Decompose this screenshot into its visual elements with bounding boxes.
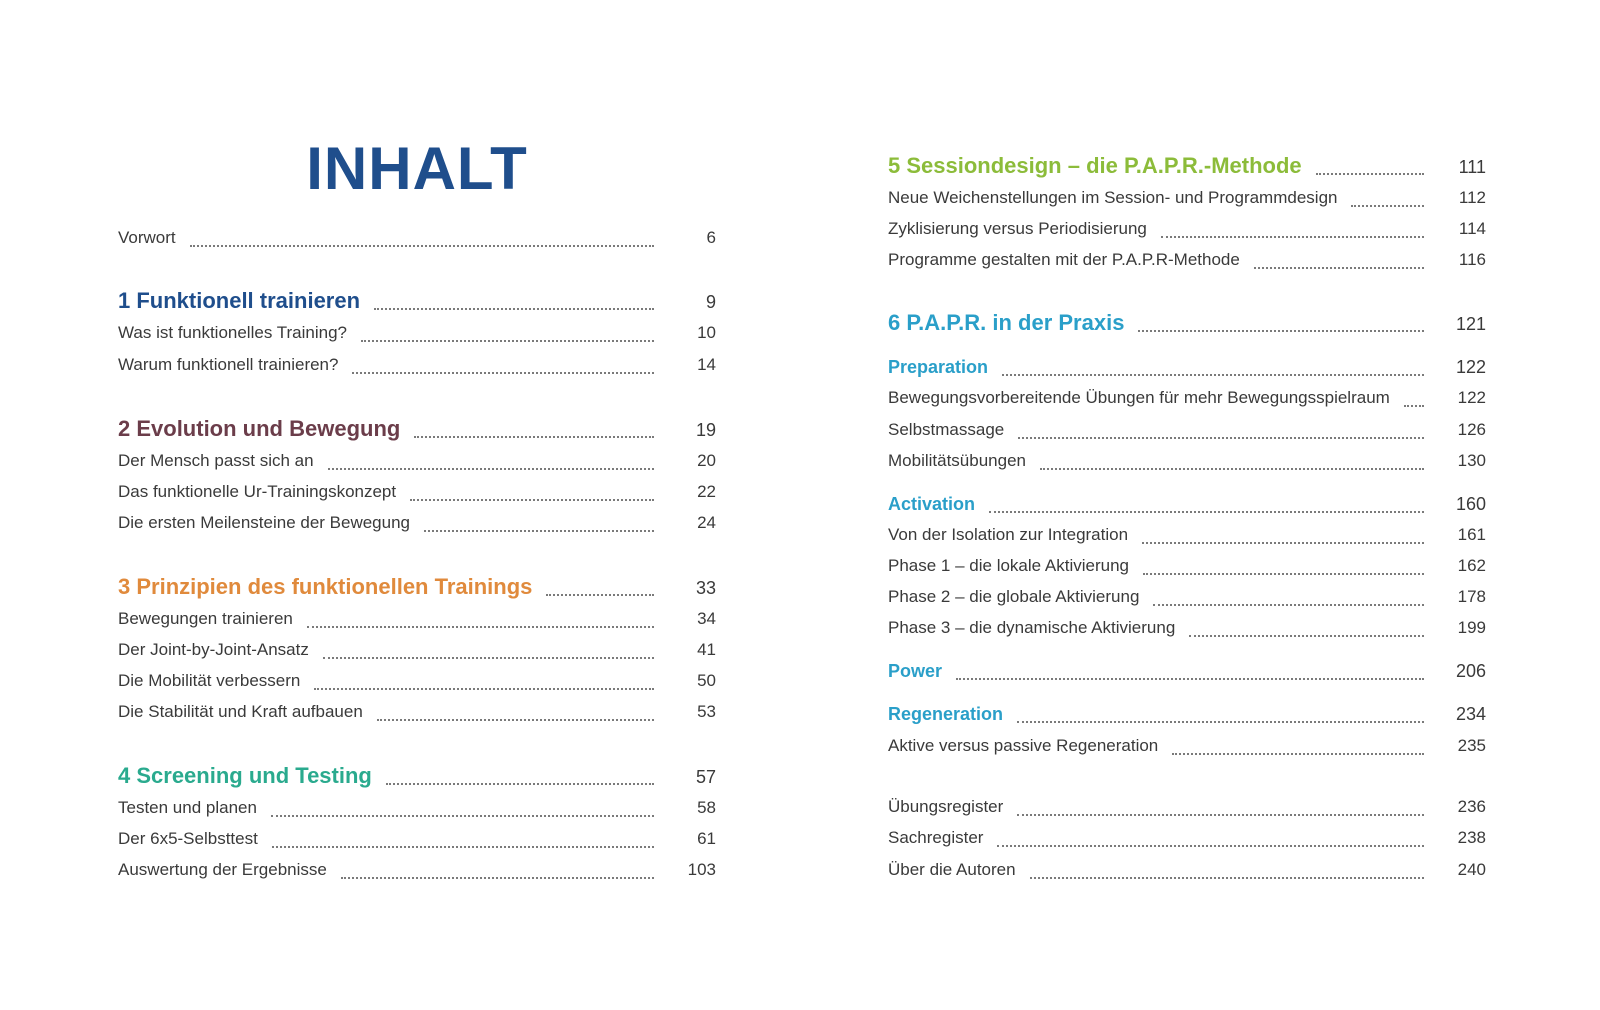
toc-entry-page: 103 [687, 860, 716, 879]
toc-entry-label: Testen und planen [118, 798, 257, 817]
dot-leader [271, 815, 654, 817]
toc-entry-label: Der Joint-by-Joint-Ansatz [118, 640, 309, 659]
toc-entry-label: Übungsregister [888, 797, 1004, 816]
toc-chapter-page: 9 [705, 292, 716, 312]
toc-entry[interactable] [118, 513, 716, 537]
toc-entry[interactable] [888, 556, 1486, 580]
dot-leader [190, 245, 654, 247]
toc-entry-page: 58 [697, 798, 716, 817]
toc-entry-label: Phase 3 – die dynamische Aktivierung [888, 618, 1176, 637]
toc-entry-label: Die Mobilität verbessern [118, 671, 301, 690]
toc-entry-page: 6 [706, 228, 716, 247]
toc-entry-page: 236 [1457, 797, 1486, 816]
toc-section-activation[interactable] [888, 494, 1486, 518]
toc-entry-label: Neue Weichenstellungen im Session- und Programmdesign [888, 188, 1338, 207]
toc-entry[interactable] [888, 587, 1486, 611]
dot-leader [1316, 173, 1424, 175]
toc-section-preparation[interactable] [888, 357, 1486, 381]
toc-entry-page: 41 [697, 640, 716, 659]
toc-entry-label: Was ist funktionelles Training? [118, 323, 347, 342]
toc-entry-page: 22 [697, 482, 716, 501]
dot-leader [1143, 573, 1424, 575]
toc-entry-label: Phase 1 – die lokale Aktivierung [888, 556, 1129, 575]
toc-entry-label: Aktive versus passive Regeneration [888, 736, 1159, 755]
toc-entry-page: 178 [1457, 587, 1486, 606]
toc-entry-label: Über die Autoren [888, 860, 1016, 879]
dot-leader [314, 688, 654, 690]
dot-leader [1351, 205, 1424, 207]
toc-entry[interactable] [888, 219, 1486, 243]
toc-entry-label: Bewegungen trainieren [118, 609, 293, 628]
toc-entry[interactable] [118, 829, 716, 853]
toc-chapter-label: 6 P.A.P.R. in der Praxis [888, 310, 1125, 335]
toc-entry[interactable] [888, 451, 1486, 475]
toc-entry[interactable] [118, 482, 716, 506]
dot-leader [1017, 814, 1424, 816]
toc-entry[interactable] [888, 250, 1486, 274]
dot-leader [272, 846, 654, 848]
toc-entry-label: Die Stabilität und Kraft aufbauen [118, 702, 363, 721]
toc-entry-page: 122 [1457, 388, 1486, 407]
toc-entry-page: 238 [1457, 828, 1486, 847]
dot-leader [328, 468, 654, 470]
toc-entry-vorwort[interactable] [118, 228, 716, 252]
dot-leader [424, 530, 654, 532]
toc-section-page: 206 [1455, 661, 1486, 681]
toc-chapter-5[interactable] [888, 153, 1486, 183]
dot-leader [546, 594, 654, 596]
toc-entry-label: Vorwort [118, 228, 176, 247]
toc-entry[interactable] [888, 188, 1486, 212]
toc-section-power[interactable] [888, 661, 1486, 685]
toc-entry-page: 50 [697, 671, 716, 690]
dot-leader [1142, 542, 1424, 544]
toc-chapter-page: 19 [695, 420, 716, 440]
toc-entry-page: 126 [1457, 420, 1486, 439]
toc-section-page: 160 [1455, 494, 1486, 514]
dot-leader [377, 719, 654, 721]
toc-entry-page: 53 [697, 702, 716, 721]
toc-entry-label: Die ersten Meilensteine der Bewegung [118, 513, 411, 532]
toc-entry[interactable] [888, 420, 1486, 444]
dot-leader [1138, 330, 1424, 332]
toc-entry-label: Der 6x5-Selbsttest [118, 829, 258, 848]
toc-entry-label: Programme gestalten mit der P.A.P.R-Methode [888, 250, 1240, 269]
toc-entry-page: 240 [1457, 860, 1486, 879]
toc-entry[interactable] [118, 671, 716, 695]
toc-entry[interactable] [118, 798, 716, 822]
toc-chapter-4[interactable] [118, 763, 716, 793]
dot-leader [1040, 468, 1424, 470]
toc-chapter-label: 4 Screening und Testing [118, 763, 372, 788]
dot-leader [386, 783, 654, 785]
toc-entry[interactable] [118, 609, 716, 633]
toc-entry-label: Bewegungsvorbereitende Übungen für mehr Bewegungsspielraum [888, 388, 1390, 407]
toc-chapter-label: 1 Funktionell trainieren [118, 288, 361, 313]
toc-entry-autoren[interactable] [888, 860, 1486, 884]
dot-leader [1161, 236, 1424, 238]
toc-entry-label: Warum funktionell trainieren? [118, 355, 339, 374]
toc-entry-page: 20 [697, 451, 716, 470]
dot-leader [323, 657, 654, 659]
dot-leader [414, 436, 654, 438]
toc-chapter-2[interactable] [118, 416, 716, 446]
dot-leader [997, 845, 1424, 847]
toc-entry[interactable] [118, 355, 716, 379]
toc-chapter-6[interactable] [888, 310, 1486, 340]
toc-chapter-page: 111 [1458, 157, 1486, 177]
dot-leader [1153, 604, 1424, 606]
toc-entry-label: Phase 2 – die globale Aktivierung [888, 587, 1140, 606]
dot-leader [410, 499, 654, 501]
dot-leader [374, 308, 654, 310]
toc-entry-page: 10 [697, 323, 716, 342]
dot-leader [1172, 753, 1424, 755]
toc-chapter-page: 57 [695, 767, 716, 787]
dot-leader [1017, 721, 1424, 723]
dot-leader [1002, 374, 1424, 376]
toc-entry-label: Zyklisierung versus Periodisierung [888, 219, 1147, 238]
toc-entry[interactable] [888, 618, 1486, 642]
toc-entry[interactable] [118, 860, 716, 884]
toc-entry[interactable] [118, 451, 716, 475]
dot-leader [361, 340, 654, 342]
dot-leader [1404, 405, 1424, 407]
toc-entry-label: Sachregister [888, 828, 984, 847]
toc-section-page: 122 [1455, 357, 1486, 377]
toc-entry[interactable] [888, 736, 1486, 760]
toc-entry-page: 130 [1457, 451, 1486, 470]
toc-entry[interactable] [118, 702, 716, 726]
dot-leader [1254, 267, 1424, 269]
page-title: INHALT [306, 135, 528, 202]
toc-chapter-label: 3 Prinzipien des funktionellen Trainings [118, 574, 533, 599]
toc-entry-label: Auswertung der Ergebnisse [118, 860, 327, 879]
dot-leader [1030, 877, 1424, 879]
toc-entry-page: 14 [697, 355, 716, 374]
toc-section-page: 234 [1455, 704, 1486, 724]
dot-leader [989, 511, 1424, 513]
toc-chapter-1[interactable] [118, 288, 716, 318]
toc-entry-page: 199 [1457, 618, 1486, 637]
toc-entry-label: Das funktionelle Ur-Trainingskonzept [118, 482, 397, 501]
toc-entry-label: Von der Isolation zur Integration [888, 525, 1129, 544]
toc-entry-page: 116 [1458, 250, 1486, 269]
toc-entry-page: 161 [1457, 525, 1486, 544]
toc-entry[interactable] [888, 525, 1486, 549]
toc-entry-label: Mobilitätsübungen [888, 451, 1026, 470]
toc-entry-page: 235 [1457, 736, 1486, 755]
toc-entry-page: 112 [1458, 188, 1486, 207]
toc-entry-uebungsregister[interactable] [888, 797, 1486, 821]
dot-leader [1018, 437, 1424, 439]
toc-chapter-label: 5 Sessiondesign – die P.A.P.R.-Methode [888, 153, 1302, 178]
toc-entry-page: 162 [1457, 556, 1486, 575]
toc-section-label: Preparation [888, 357, 989, 377]
toc-entry-page: 24 [697, 513, 716, 532]
toc-entry-page: 114 [1458, 219, 1486, 238]
toc-entry-sachregister[interactable] [888, 828, 1486, 852]
dot-leader [307, 626, 654, 628]
toc-section-label: Regeneration [888, 704, 1004, 724]
toc-chapter-3[interactable] [118, 574, 716, 604]
toc-section-label: Power [888, 661, 943, 681]
toc-chapter-label: 2 Evolution und Bewegung [118, 416, 401, 441]
toc-entry[interactable] [118, 323, 716, 347]
dot-leader [1189, 635, 1424, 637]
toc-entry[interactable] [888, 388, 1486, 412]
toc-chapter-page: 33 [695, 578, 716, 598]
toc-entry-label: Der Mensch passt sich an [118, 451, 314, 470]
dot-leader [341, 877, 654, 879]
dot-leader [352, 372, 654, 374]
toc-entry-label: Selbstmassage [888, 420, 1005, 439]
toc-entry-page: 61 [697, 829, 716, 848]
toc-entry[interactable] [118, 640, 716, 664]
dot-leader [956, 678, 1424, 680]
toc-section-label: Activation [888, 494, 976, 514]
toc-entry-page: 34 [697, 609, 716, 628]
toc-chapter-page: 121 [1455, 314, 1486, 334]
toc-section-regeneration[interactable] [888, 704, 1486, 728]
